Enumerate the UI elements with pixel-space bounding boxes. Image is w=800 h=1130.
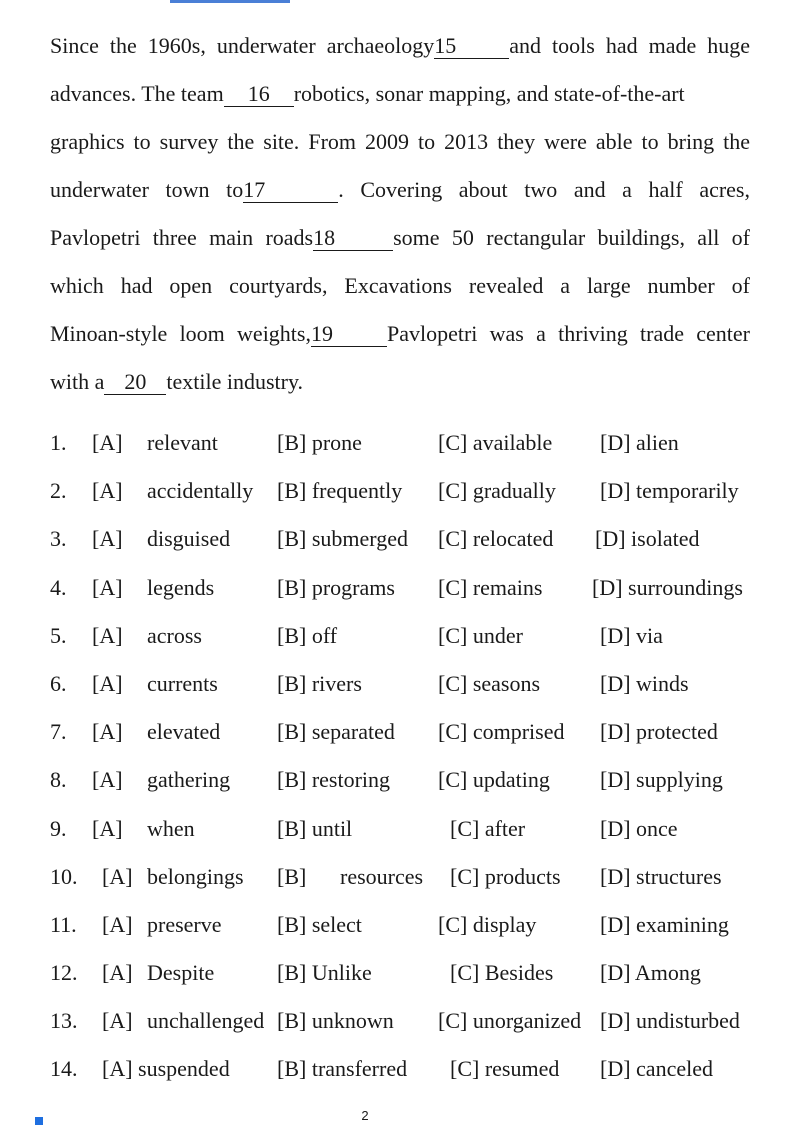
question-row [50,816,770,864]
question-number: 5. [50,622,67,648]
option-b[interactable]: [B] separated [277,719,395,745]
option-b[interactable]: [B] prone [277,430,362,455]
option-a-text[interactable]: gathering [147,767,231,793]
question-number: 4. [50,574,67,600]
passage-line: graphics to survey the site. From 2009 to 2013 they were able to bring the [50,129,750,154]
question-number: 8. [50,767,67,793]
question-row [50,912,770,960]
question-number: 14. [50,1056,78,1082]
blank-18[interactable]: 18 [313,226,393,251]
option-a-label[interactable]: [A] [102,1008,133,1034]
option-b[interactable]: [B] programs [277,574,395,600]
option-d[interactable]: [D] canceled [600,1056,713,1082]
option-a-label[interactable]: [A] [92,670,123,696]
question-row [50,864,770,912]
option-b-text[interactable]: resources [340,863,424,889]
option-a-label[interactable]: [A] [102,863,133,889]
option-b-label[interactable]: [B] [277,863,307,889]
option-a-label[interactable]: [A] [92,574,123,600]
option-a-text[interactable]: elevated [147,719,221,745]
passage-line: Minoan-style loom weights,19 Pavlopetri was a thriving trade center [50,321,750,346]
question-number: 7. [50,719,67,745]
option-c[interactable]: [C] relocated [438,526,554,552]
option-d[interactable]: [D] surroundings [592,574,743,600]
option-c[interactable]: [C] display [438,911,537,937]
option-a-label[interactable]: [A] [102,911,133,937]
question-row [50,526,770,574]
option-a-label[interactable]: [A] [92,815,123,841]
option-c[interactable]: [C] unorganized [438,1008,582,1034]
option-b[interactable]: [B] restoring [277,767,391,793]
option-c[interactable]: [C] products [450,863,561,889]
option-a-label[interactable]: [A] [92,478,123,504]
question-number: 6. [50,670,67,696]
option-d[interactable]: [D] protected [600,719,718,745]
option-d[interactable]: [D] structures [600,863,722,889]
option-d[interactable]: [D] undisturbed [600,1008,740,1034]
blank-15[interactable]: 15 [434,34,509,59]
option-c[interactable]: [C] after [450,815,526,841]
option-a-text[interactable]: Despite [147,960,215,986]
option-b[interactable]: [B] off [277,622,338,648]
page-number: 2 [361,1108,369,1123]
option-a-text[interactable]: when [147,815,195,841]
question-row [50,430,770,478]
cloze-passage [50,22,750,406]
option-a-text[interactable]: belongings [147,863,244,889]
option-a-text[interactable]: disguised [147,526,231,552]
option-c[interactable]: [C] comprised [438,719,565,745]
option-b[interactable]: [B] rivers [277,670,362,696]
option-c[interactable]: [C] updating [438,767,550,793]
option-a-label[interactable]: [A] [92,767,123,793]
passage-line: advances. The team 16 robotics, sonar mapping, and state-of-the-art [50,81,685,106]
option-d[interactable]: [D] isolated [595,526,700,552]
option-d[interactable]: [D] via [600,622,663,648]
option-d[interactable]: [D] supplying [600,767,723,793]
option-a-text[interactable]: relevant [147,430,218,455]
option-c[interactable]: [C] available [438,430,553,455]
option-b[interactable]: [B] submerged [277,526,408,552]
option-d[interactable]: [D] once [600,815,678,841]
option-a-label[interactable]: [A] [92,719,123,745]
passage-line: Since the 1960s, underwater archaeology15 and tools had made huge [50,33,750,58]
option-c[interactable]: [C] under [438,622,523,648]
option-b[interactable]: [B] frequently [277,478,403,504]
question-number: 12. [50,960,78,986]
option-c[interactable]: [C] gradually [438,478,556,504]
option-d[interactable]: [D] alien [600,430,679,455]
question-number: 1. [50,430,67,455]
question-row [50,719,770,767]
question-row [50,671,770,719]
question-row [50,1008,770,1056]
option-c[interactable]: [C] Besides [450,960,554,986]
question-row [50,478,770,526]
option-a-text[interactable]: legends [147,574,215,600]
option-a-text[interactable]: unchallenged [147,1008,265,1034]
option-a-text[interactable]: preserve [147,911,222,937]
top-rule [170,0,290,3]
option-c[interactable]: [C] remains [438,574,543,600]
option-a-label[interactable]: [A] [92,430,123,455]
option-c[interactable]: [C] resumed [450,1056,560,1082]
question-row [50,623,770,671]
question-number: 3. [50,526,67,552]
option-a-label[interactable]: [A] [92,622,123,648]
question-number: 13. [50,1008,78,1034]
option-a-text[interactable]: currents [147,670,218,696]
option-a-label[interactable]: [A] [102,960,133,986]
option-a[interactable]: [A] suspended [102,1056,230,1082]
corner-marker [35,1117,43,1125]
option-d[interactable]: [D] temporarily [600,478,739,504]
option-c[interactable]: [C] seasons [438,670,541,696]
question-row [50,575,770,623]
blank-17[interactable]: 17 [243,178,338,203]
passage-line: Pavlopetri three main roads18 some 50 rectangular buildings, all of [50,225,750,250]
option-a-text[interactable]: accidentally [147,478,254,504]
question-number: 2. [50,478,67,504]
passage-line: with a 20 textile industry. [50,369,304,394]
option-b[interactable]: [B] transferred [277,1056,408,1082]
question-row [50,767,770,815]
option-d[interactable]: [D] winds [600,670,689,696]
question-row [50,960,770,1008]
option-d[interactable]: [D] Among [600,960,701,986]
question-number: 10. [50,863,78,889]
option-b[interactable]: [B] select [277,911,362,937]
passage-line: which had open courtyards, Excavations revealed a large number of [50,273,750,298]
question-row [50,1056,770,1104]
blank-16[interactable]: 16 [224,82,294,107]
option-d[interactable]: [D] examining [600,911,729,937]
answer-options [50,430,770,1105]
blank-20[interactable]: 20 [104,370,166,395]
option-b[interactable]: [B] until [277,815,353,841]
blank-19[interactable]: 19 [311,322,387,347]
passage-line: underwater town to17 . Covering about two and a half acres, [50,177,750,202]
option-b[interactable]: [B] Unlike [277,960,372,986]
option-a-text[interactable]: across [147,622,202,648]
question-number: 11. [50,911,77,937]
option-a-label[interactable]: [A] [92,526,123,552]
question-number: 9. [50,815,67,841]
option-b[interactable]: [B] unknown [277,1008,394,1034]
